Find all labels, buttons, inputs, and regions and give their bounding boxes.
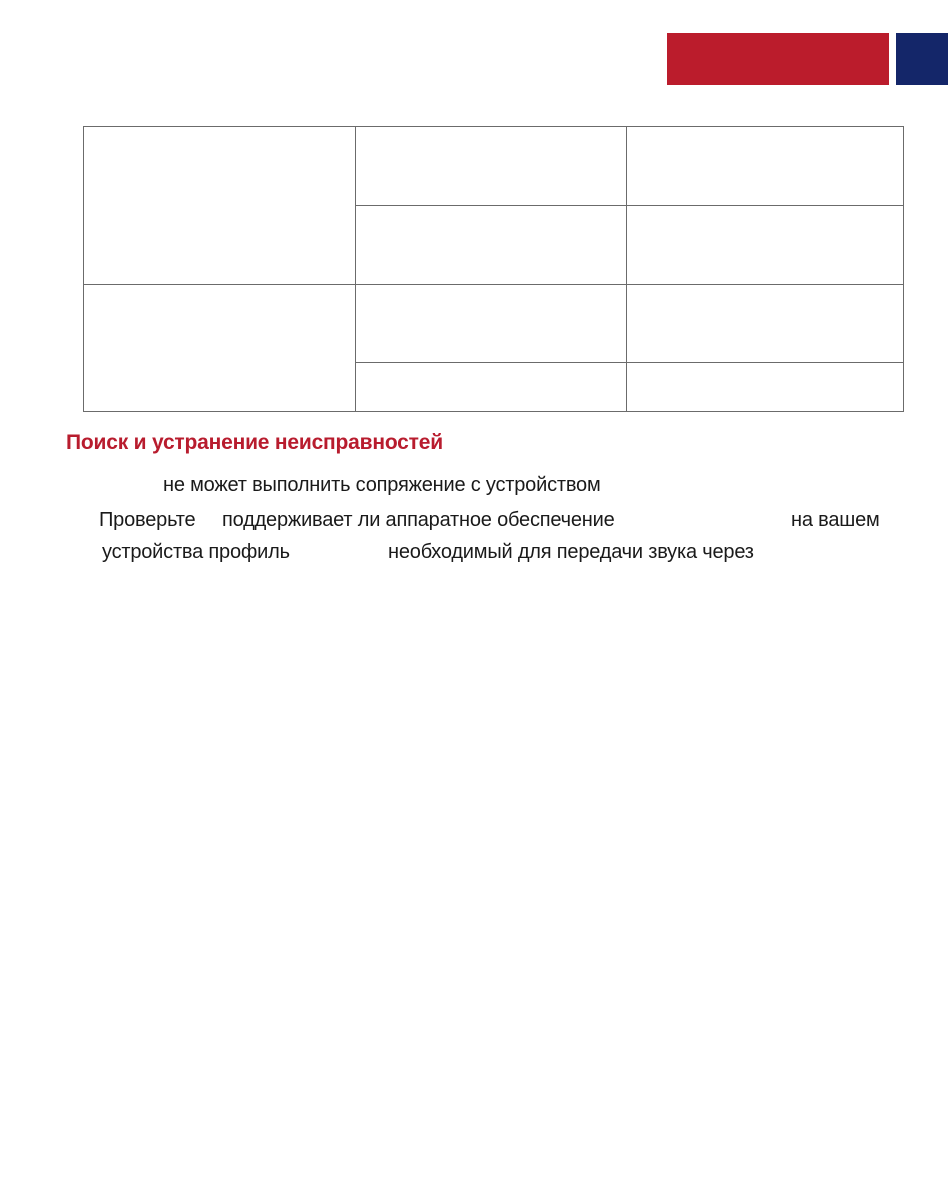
table-cell [627, 206, 904, 285]
problem-text: не может выполнить сопряжение с устройством [163, 474, 601, 496]
table-cell [627, 363, 904, 412]
table-row [84, 285, 904, 363]
table-cell [627, 127, 904, 206]
solution-text-line1-part3: на вашем [791, 509, 880, 531]
solution-text-line1-part1: Проверьте [99, 509, 196, 531]
table-row [84, 127, 904, 206]
solution-text-line2-part1: устройства профиль [102, 541, 290, 563]
header-accent-bar-red [667, 33, 889, 85]
table-cell [356, 206, 627, 285]
troubleshooting-heading: Поиск и устранение неисправностей [66, 431, 443, 454]
table-cell [627, 285, 904, 363]
table-cell [356, 363, 627, 412]
table-cell [356, 127, 627, 206]
table-cell [84, 285, 356, 412]
solution-text-line2-part2: необходимый для передачи звука через [388, 541, 754, 563]
header-accent-bar-navy [896, 33, 948, 85]
table-cell [84, 127, 356, 285]
table-cell [356, 285, 627, 363]
solution-text-line1-part2: поддерживает ли аппаратное обеспечение [222, 509, 615, 531]
spec-table [83, 126, 904, 412]
